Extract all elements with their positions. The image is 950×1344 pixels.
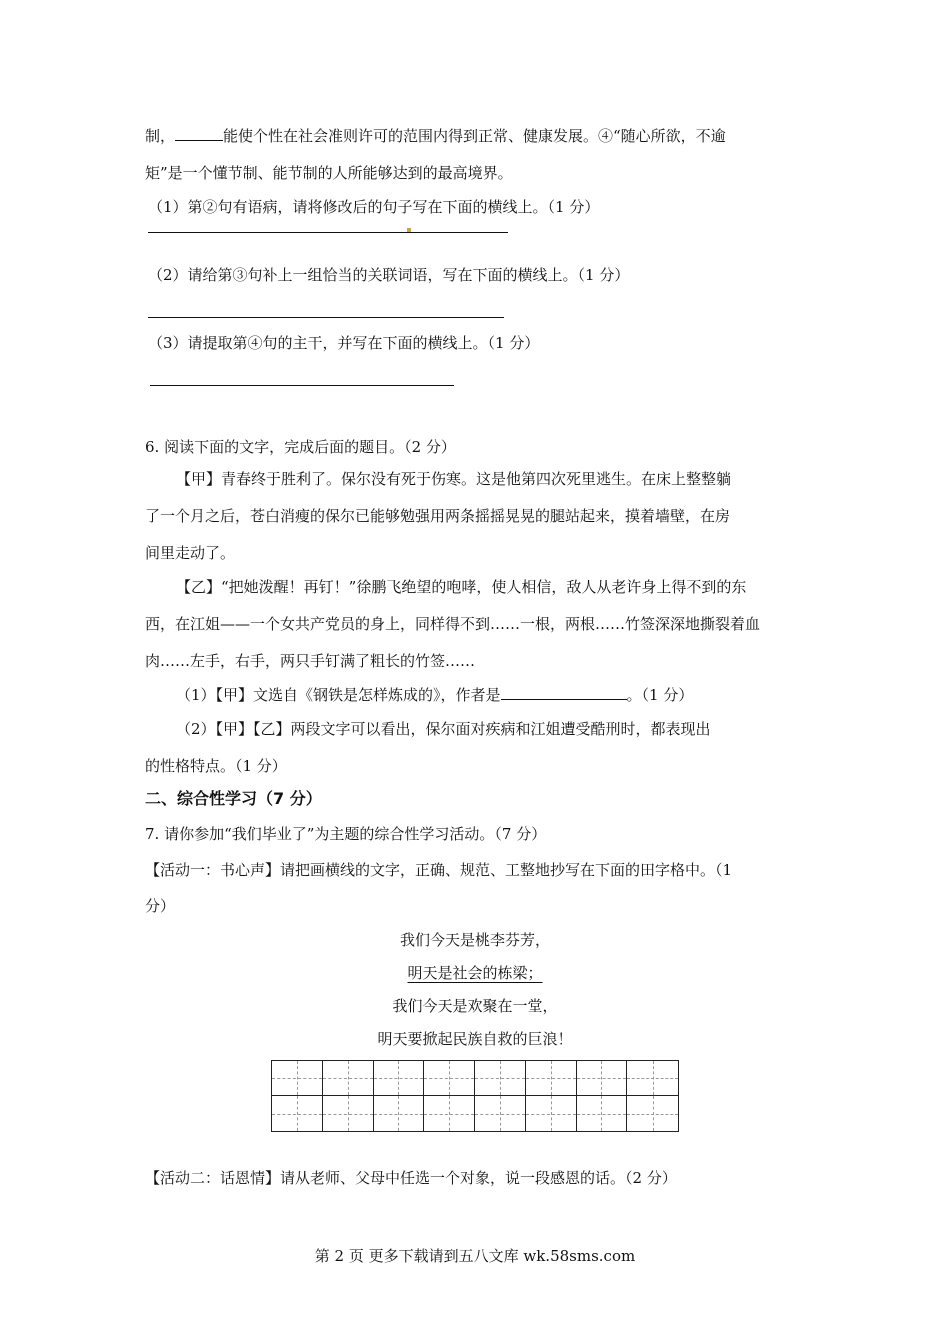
q6-yi-line2: 西，在江姐——一个女共产党员的身上，同样得不到……一根，两根……竹签深深地撕裂着血 [145, 615, 761, 633]
answer-line-2[interactable] [148, 317, 504, 318]
grid-cell[interactable] [424, 1061, 475, 1096]
grid-cell[interactable] [577, 1096, 628, 1131]
grid-cell[interactable] [323, 1096, 374, 1131]
q7-stem: 7. 请你参加“我们毕业了”为主题的综合性学习活动。（7 分） [145, 825, 547, 843]
activity1-line2: 分） [145, 897, 176, 915]
q6-jia-line1: 【甲】青春终于胜利了。保尔没有死于伤寒。这是他第四次死里逃生。在床上整整躺 [176, 470, 732, 488]
grid-cell[interactable] [374, 1061, 425, 1096]
grid-cell[interactable] [475, 1061, 526, 1096]
grid-cell[interactable] [272, 1096, 323, 1131]
q6-sub2-line2: 的性格特点。（1 分） [145, 757, 287, 775]
grid-cell[interactable] [272, 1061, 323, 1096]
fill-blank[interactable] [175, 126, 223, 141]
page-footer: 第 2 页 更多下载请到五八文库 wk.58sms.com [314, 1247, 636, 1265]
q5-sub1: （1）第②句有语病，请将修改后的句子写在下面的横线上。（1 分） [148, 198, 600, 216]
grid-cell[interactable] [323, 1061, 374, 1096]
poem-line-1: 我们今天是桃李芬芳， [399, 931, 550, 949]
author-blank[interactable] [501, 685, 627, 700]
poem-line-2: 明天是社会的栋梁； [407, 964, 543, 982]
q6-yi-line3: 肉……左手，右手，两只手钉满了粗长的竹签…… [145, 652, 476, 670]
q5-line1: 制， 能使个性在社会准则许可的范围内得到正常、健康发展。④“随心所欲，不逾 [145, 127, 726, 145]
q5-sub3: （3）请提取第④句的主干，并写在下面的横线上。（1 分） [148, 334, 540, 352]
grid-cell[interactable] [526, 1061, 577, 1096]
q6-jia-line3: 间里走动了。 [145, 544, 236, 562]
q6-yi-line1: 【乙】“把她泼醒！再钉！”徐鹏飞绝望的咆哮，使人相信，敌人从老许身上得不到的东 [176, 578, 747, 596]
grid-cell[interactable] [627, 1061, 678, 1096]
grid-cell[interactable] [424, 1096, 475, 1131]
poem-line-3: 我们今天是欢聚在一堂， [392, 997, 558, 1015]
q6-stem: 6. 阅读下面的文字，完成后面的题目。（2 分） [145, 438, 456, 456]
answer-line-3[interactable] [150, 385, 454, 386]
section-heading: 二、综合性学习（7 分） [145, 789, 322, 808]
grid-cell[interactable] [475, 1096, 526, 1131]
activity1-line1: 【活动一：书心声】请把画横线的文字，正确、规范、工整地抄写在下面的田字格中。（1 [145, 861, 733, 879]
q6-jia-line2: 了一个月之后，苍白消瘦的保尔已能够勉强用两条摇摇晃晃的腿站起来，摸着墙壁，在房 [145, 507, 731, 525]
grid-cell[interactable] [577, 1061, 628, 1096]
q5-line2: 矩”是一个懂节制、能节制的人所能够达到的最高境界。 [145, 164, 513, 182]
answer-line-1[interactable] [148, 232, 508, 233]
q6-sub1: （1）【甲】文选自《钢铁是怎样炼成的》，作者是 。（1 分） [176, 686, 694, 704]
tianzige-grid[interactable] [271, 1060, 679, 1132]
grid-cell[interactable] [627, 1096, 678, 1131]
grid-cell[interactable] [374, 1096, 425, 1131]
grid-cell[interactable] [526, 1096, 577, 1131]
poem-line-4: 明天要掀起民族自救的巨浪！ [377, 1030, 573, 1048]
q6-sub2-line1: （2）【甲】【乙】两段文字可以看出，保尔面对疾病和江姐遭受酷刑时，都表现出 [176, 720, 711, 738]
activity2: 【活动二：话恩情】请从老师、父母中任选一个对象，说一段感恩的话。（2 分） [145, 1169, 677, 1187]
cursor-mark [407, 228, 411, 232]
q5-sub2: （2）请给第③句补上一组恰当的关联词语，写在下面的横线上。（1 分） [148, 266, 630, 284]
